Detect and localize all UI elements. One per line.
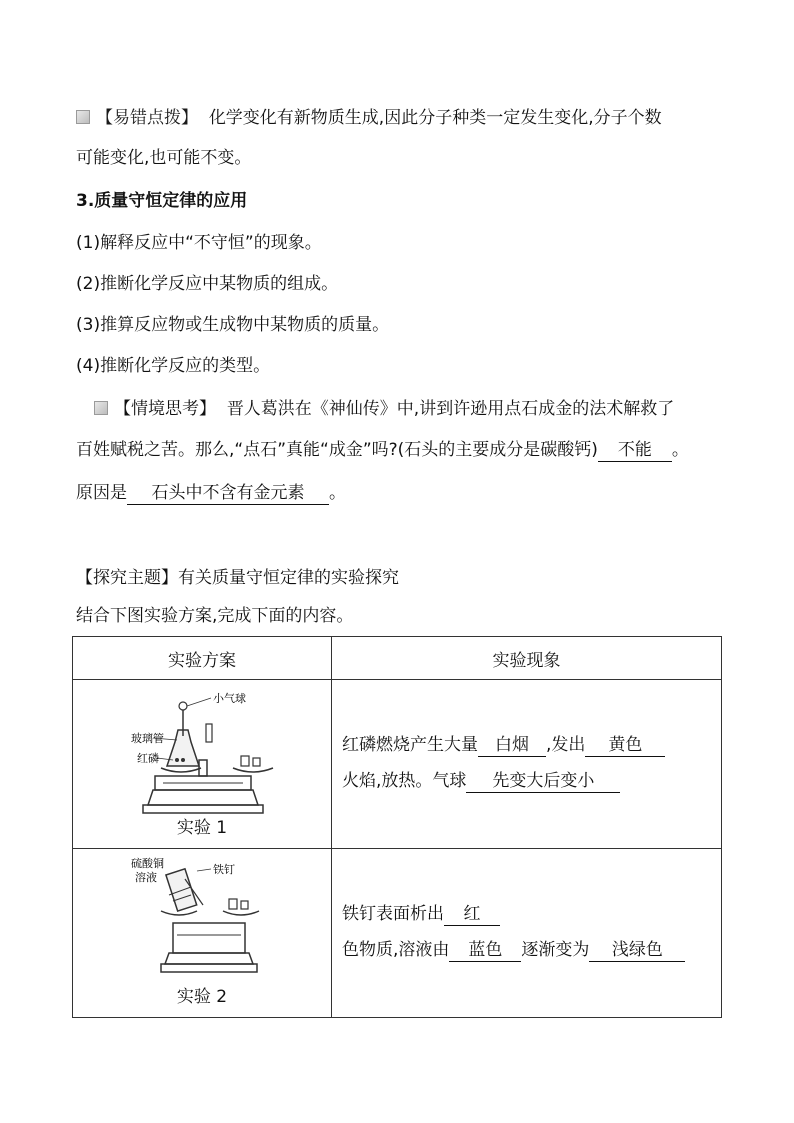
tip-scenario-text2: 百姓赋税之苦。那么,“点石”真能“成金”吗?(石头的主要成分是碳酸钙) <box>76 440 598 460</box>
tip-mistake-line1 <box>76 106 662 130</box>
punctuation: 。 <box>671 440 689 460</box>
observation-line <box>342 938 720 962</box>
answer-blank: 石头中不含有金元素 <box>127 482 329 505</box>
label-solution: 溶液 <box>135 871 157 884</box>
list-item: (1)解释反应中“不守恒”的现象。 <box>76 233 322 253</box>
experiment2-observation-cell <box>332 849 722 1018</box>
tip-scenario-text3: 原因是 <box>76 483 127 503</box>
observation-text: ,发出 <box>546 735 586 755</box>
experiment1-observation-cell <box>332 680 722 849</box>
experiment-caption: 实验 2 <box>176 987 228 1007</box>
image-icon <box>94 401 108 415</box>
observation-text: 逐渐变为 <box>521 940 590 960</box>
table-row <box>73 680 722 849</box>
tip-scenario-line2 <box>76 438 689 462</box>
label-small-balloon: 小气球 <box>213 692 246 705</box>
observation-line <box>342 733 720 757</box>
label-glass-tube: 玻璃管 <box>131 732 164 745</box>
tip-scenario-tag: 【情境思考】 <box>114 399 216 419</box>
label-iron-nail: 铁钉 <box>213 863 235 876</box>
table-header: 实验方案 <box>73 637 332 680</box>
table-row <box>73 849 722 1018</box>
section-heading: 3.质量守恒定律的应用 <box>76 191 248 211</box>
explore-title: 有关质量守恒定律的实验探究 <box>178 568 399 588</box>
tip-mistake-text2: 可能变化,也可能不变。 <box>76 148 252 168</box>
tip-mistake-tag: 【易错点拨】 <box>96 108 198 128</box>
punctuation: 。 <box>329 483 346 503</box>
experiment-caption: 实验 1 <box>176 818 228 838</box>
table-header-row <box>73 637 722 680</box>
explore-intro: 结合下图实验方案,完成下面的内容。 <box>76 606 354 626</box>
tip-scenario-text1: 晋人葛洪在《神仙传》中,讲到许逊用点石成金的法术解救了 <box>226 399 675 419</box>
table-header: 实验现象 <box>332 637 722 680</box>
answer-blank: 红 <box>444 903 500 926</box>
answer-blank: 先变大后变小 <box>466 770 620 793</box>
answer-blank: 浅绿色 <box>589 939 685 962</box>
explore-tag: 【探究主题】 <box>76 568 178 588</box>
list-item: (4)推断化学反应的类型。 <box>76 356 271 376</box>
experiment-table <box>72 636 722 1018</box>
label-copper-sulfate: 硫酸铜 <box>131 857 164 870</box>
image-icon <box>76 110 90 124</box>
tip-scenario-line1 <box>94 397 674 421</box>
list-item: (3)推算反应物或生成物中某物质的质量。 <box>76 315 390 335</box>
observation-text: 铁钉表面析出 <box>342 904 444 924</box>
observation-text: 色物质,溶液由 <box>342 940 450 960</box>
answer-blank: 白烟 <box>478 734 546 757</box>
tip-scenario-line3 <box>76 481 346 505</box>
answer-blank: 黄色 <box>585 734 665 757</box>
experiment1-figure-cell <box>73 680 332 849</box>
list-item: (2)推断化学反应中某物质的组成。 <box>76 274 339 294</box>
observation-text: 火焰,放热。气球 <box>342 771 467 791</box>
tip-mistake-text1: 化学变化有新物质生成,因此分子种类一定发生变化,分子个数 <box>208 108 662 128</box>
experiment2-figure-cell <box>73 849 332 1018</box>
answer-blank: 不能 <box>598 439 672 462</box>
answer-blank: 蓝色 <box>449 939 521 962</box>
label-red-phosphorus: 红磷 <box>137 752 159 765</box>
observation-line <box>342 902 720 926</box>
observation-text: 红磷燃烧产生大量 <box>342 735 478 755</box>
explore-title-line <box>76 566 399 590</box>
observation-line <box>342 769 720 793</box>
